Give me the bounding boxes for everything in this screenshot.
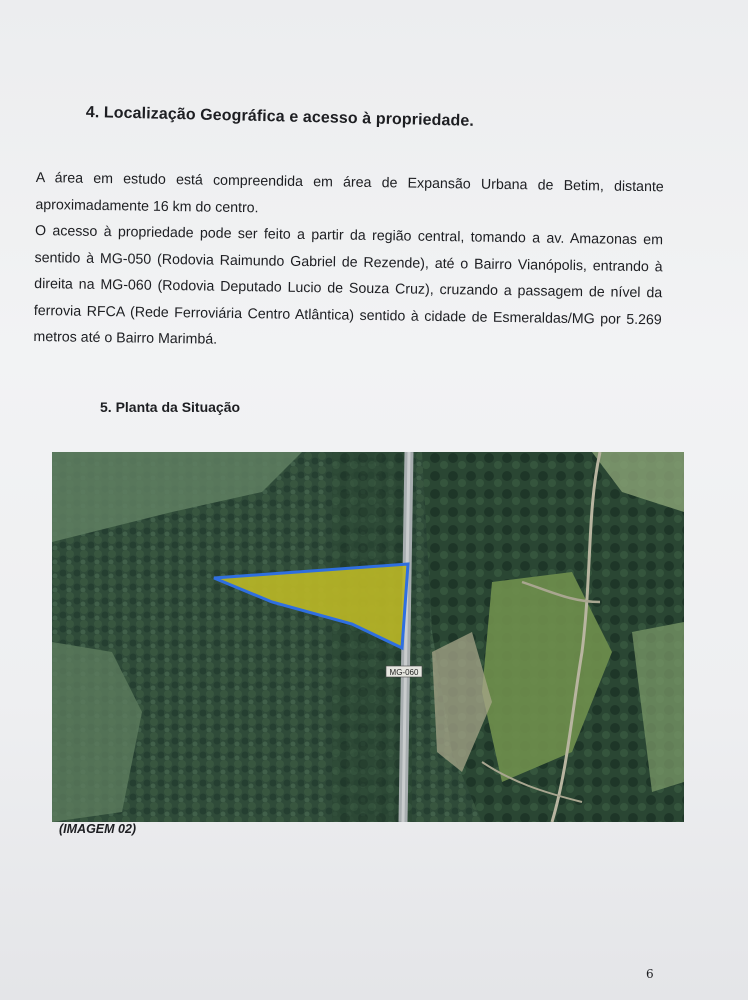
satellite-site-map xyxy=(52,452,684,822)
image-caption: (IMAGEM 02) xyxy=(59,822,137,836)
section-4-heading: 4. Localização Geográfica e acesso à propriedade. xyxy=(85,104,475,130)
page-number: 6 xyxy=(646,967,654,981)
section-5-heading: 5. Planta da Situação xyxy=(100,399,241,415)
paragraph-location: A área em estudo está compreendida em área de Expansão Urbana de Betim, distante aproximadamente 16 km do centro. xyxy=(35,169,664,216)
paragraph-access: O acesso à propriedade pode ser feito a partir da região central, tomando a av. Amazonas em sentido à MG-050 (Rodovia Raimundo Gabriel de Rezende), até o Bairro Vianópolis, entrando à direita na MG-060 (Rodovia Deputado Lucio de Souza Cruz), cruzando a passagem de nível da ferrovia RFCA (Rede Ferroviária Centro Atlântica) sentido à cidade de Esmeraldas/MG por 5.269 metros até o Bairro Marimbá. xyxy=(33,222,664,348)
satellite-image xyxy=(52,452,684,822)
road-label: MG-060 xyxy=(389,668,419,677)
section-4-body xyxy=(33,165,664,360)
